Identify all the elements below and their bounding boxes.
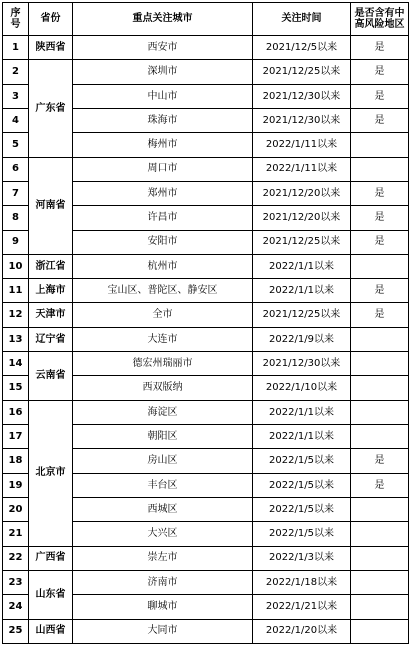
city-cell: 全市	[73, 303, 253, 327]
province-cell: 陕西省	[29, 36, 73, 60]
row-index: 15	[3, 376, 29, 400]
time-cell: 2022/1/5以来	[253, 497, 351, 521]
province-cell: 云南省	[29, 352, 73, 401]
time-cell: 2022/1/5以来	[253, 522, 351, 546]
row-index: 24	[3, 595, 29, 619]
table-row	[3, 157, 409, 181]
risk-cell	[351, 400, 409, 424]
province-cell: 天津市	[29, 303, 73, 327]
risk-cell: 是	[351, 449, 409, 473]
city-cell: 大同市	[73, 619, 253, 643]
city-cell: 济南市	[73, 570, 253, 594]
row-index: 14	[3, 352, 29, 376]
city-cell: 中山市	[73, 84, 253, 108]
risk-cell: 是	[351, 279, 409, 303]
province-cell: 山西省	[29, 619, 73, 643]
row-index: 8	[3, 206, 29, 230]
province-cell: 广东省	[29, 60, 73, 157]
table-row	[3, 60, 409, 84]
city-cell: 聊城市	[73, 595, 253, 619]
time-cell: 2021/12/20以来	[253, 181, 351, 205]
risk-cell	[351, 497, 409, 521]
table-row	[3, 279, 409, 303]
risk-cell: 是	[351, 108, 409, 132]
time-cell: 2021/12/5以来	[253, 36, 351, 60]
time-cell: 2022/1/11以来	[253, 133, 351, 157]
table-body	[3, 36, 409, 644]
province-cell: 广西省	[29, 546, 73, 570]
row-index: 4	[3, 108, 29, 132]
row-index: 18	[3, 449, 29, 473]
time-cell: 2021/12/25以来	[253, 230, 351, 254]
city-cell: 房山区	[73, 449, 253, 473]
table-row	[3, 36, 409, 60]
time-cell: 2021/12/20以来	[253, 206, 351, 230]
risk-cell: 是	[351, 303, 409, 327]
city-cell: 深圳市	[73, 60, 253, 84]
header-index: 序号	[3, 3, 29, 36]
header-province: 省份	[29, 3, 73, 36]
city-cell: 德宏州瑞丽市	[73, 352, 253, 376]
risk-cell	[351, 254, 409, 278]
risk-cell	[351, 133, 409, 157]
row-index: 23	[3, 570, 29, 594]
risk-cell: 是	[351, 84, 409, 108]
row-index: 21	[3, 522, 29, 546]
province-cell: 浙江省	[29, 254, 73, 278]
row-index: 3	[3, 84, 29, 108]
row-index: 2	[3, 60, 29, 84]
row-index: 5	[3, 133, 29, 157]
city-cell: 丰台区	[73, 473, 253, 497]
city-cell: 大连市	[73, 327, 253, 351]
city-cell: 杭州市	[73, 254, 253, 278]
table-row	[3, 254, 409, 278]
time-cell: 2022/1/5以来	[253, 449, 351, 473]
city-cell: 大兴区	[73, 522, 253, 546]
city-cell: 梅州市	[73, 133, 253, 157]
row-index: 1	[3, 36, 29, 60]
time-cell: 2022/1/20以来	[253, 619, 351, 643]
time-cell: 2022/1/9以来	[253, 327, 351, 351]
risk-cell: 是	[351, 230, 409, 254]
risk-cell: 是	[351, 60, 409, 84]
header-row	[3, 3, 409, 36]
risk-cell: 是	[351, 473, 409, 497]
header-risk: 是否含有中高风险地区	[351, 3, 409, 36]
city-cell: 安阳市	[73, 230, 253, 254]
time-cell: 2022/1/1以来	[253, 254, 351, 278]
time-cell: 2022/1/1以来	[253, 425, 351, 449]
row-index: 25	[3, 619, 29, 643]
header-time: 关注时间	[253, 3, 351, 36]
city-cell: 西双版纳	[73, 376, 253, 400]
row-index: 19	[3, 473, 29, 497]
time-cell: 2021/12/30以来	[253, 352, 351, 376]
city-cell: 宝山区、普陀区、静安区	[73, 279, 253, 303]
city-cell: 许昌市	[73, 206, 253, 230]
time-cell: 2021/12/25以来	[253, 303, 351, 327]
province-cell: 河南省	[29, 157, 73, 254]
table-row	[3, 400, 409, 424]
risk-cell	[351, 595, 409, 619]
province-cell: 山东省	[29, 570, 73, 619]
time-cell: 2022/1/21以来	[253, 595, 351, 619]
risk-cell	[351, 522, 409, 546]
row-index: 16	[3, 400, 29, 424]
table-row	[3, 303, 409, 327]
risk-cell: 是	[351, 206, 409, 230]
time-cell: 2022/1/1以来	[253, 400, 351, 424]
city-cell: 珠海市	[73, 108, 253, 132]
city-cell: 郑州市	[73, 181, 253, 205]
city-cell: 周口市	[73, 157, 253, 181]
city-cell: 西安市	[73, 36, 253, 60]
time-cell: 2021/12/30以来	[253, 84, 351, 108]
risk-cell: 是	[351, 181, 409, 205]
row-index: 6	[3, 157, 29, 181]
table-row	[3, 327, 409, 351]
time-cell: 2022/1/3以来	[253, 546, 351, 570]
row-index: 13	[3, 327, 29, 351]
time-cell: 2021/12/25以来	[253, 60, 351, 84]
risk-cell: 是	[351, 36, 409, 60]
city-cell: 西城区	[73, 497, 253, 521]
time-cell: 2022/1/10以来	[253, 376, 351, 400]
risk-cell	[351, 619, 409, 643]
risk-cell	[351, 546, 409, 570]
row-index: 20	[3, 497, 29, 521]
province-cell: 上海市	[29, 279, 73, 303]
row-index: 10	[3, 254, 29, 278]
row-index: 22	[3, 546, 29, 570]
time-cell: 2022/1/1以来	[253, 279, 351, 303]
time-cell: 2022/1/11以来	[253, 157, 351, 181]
time-cell: 2021/12/30以来	[253, 108, 351, 132]
table-row	[3, 352, 409, 376]
risk-cell	[351, 352, 409, 376]
row-index: 12	[3, 303, 29, 327]
time-cell: 2022/1/5以来	[253, 473, 351, 497]
risk-cell	[351, 327, 409, 351]
risk-cell	[351, 157, 409, 181]
province-cell: 北京市	[29, 400, 73, 546]
header-city: 重点关注城市	[73, 3, 253, 36]
table-row	[3, 570, 409, 594]
city-cell: 海淀区	[73, 400, 253, 424]
table-row	[3, 546, 409, 570]
city-cell: 朝阳区	[73, 425, 253, 449]
table-row	[3, 619, 409, 643]
city-cell: 崇左市	[73, 546, 253, 570]
risk-cell	[351, 425, 409, 449]
row-index: 9	[3, 230, 29, 254]
row-index: 7	[3, 181, 29, 205]
province-cell: 辽宁省	[29, 327, 73, 351]
row-index: 11	[3, 279, 29, 303]
risk-cell	[351, 376, 409, 400]
risk-cell	[351, 570, 409, 594]
time-cell: 2022/1/18以来	[253, 570, 351, 594]
row-index: 17	[3, 425, 29, 449]
risk-city-table	[2, 2, 409, 644]
